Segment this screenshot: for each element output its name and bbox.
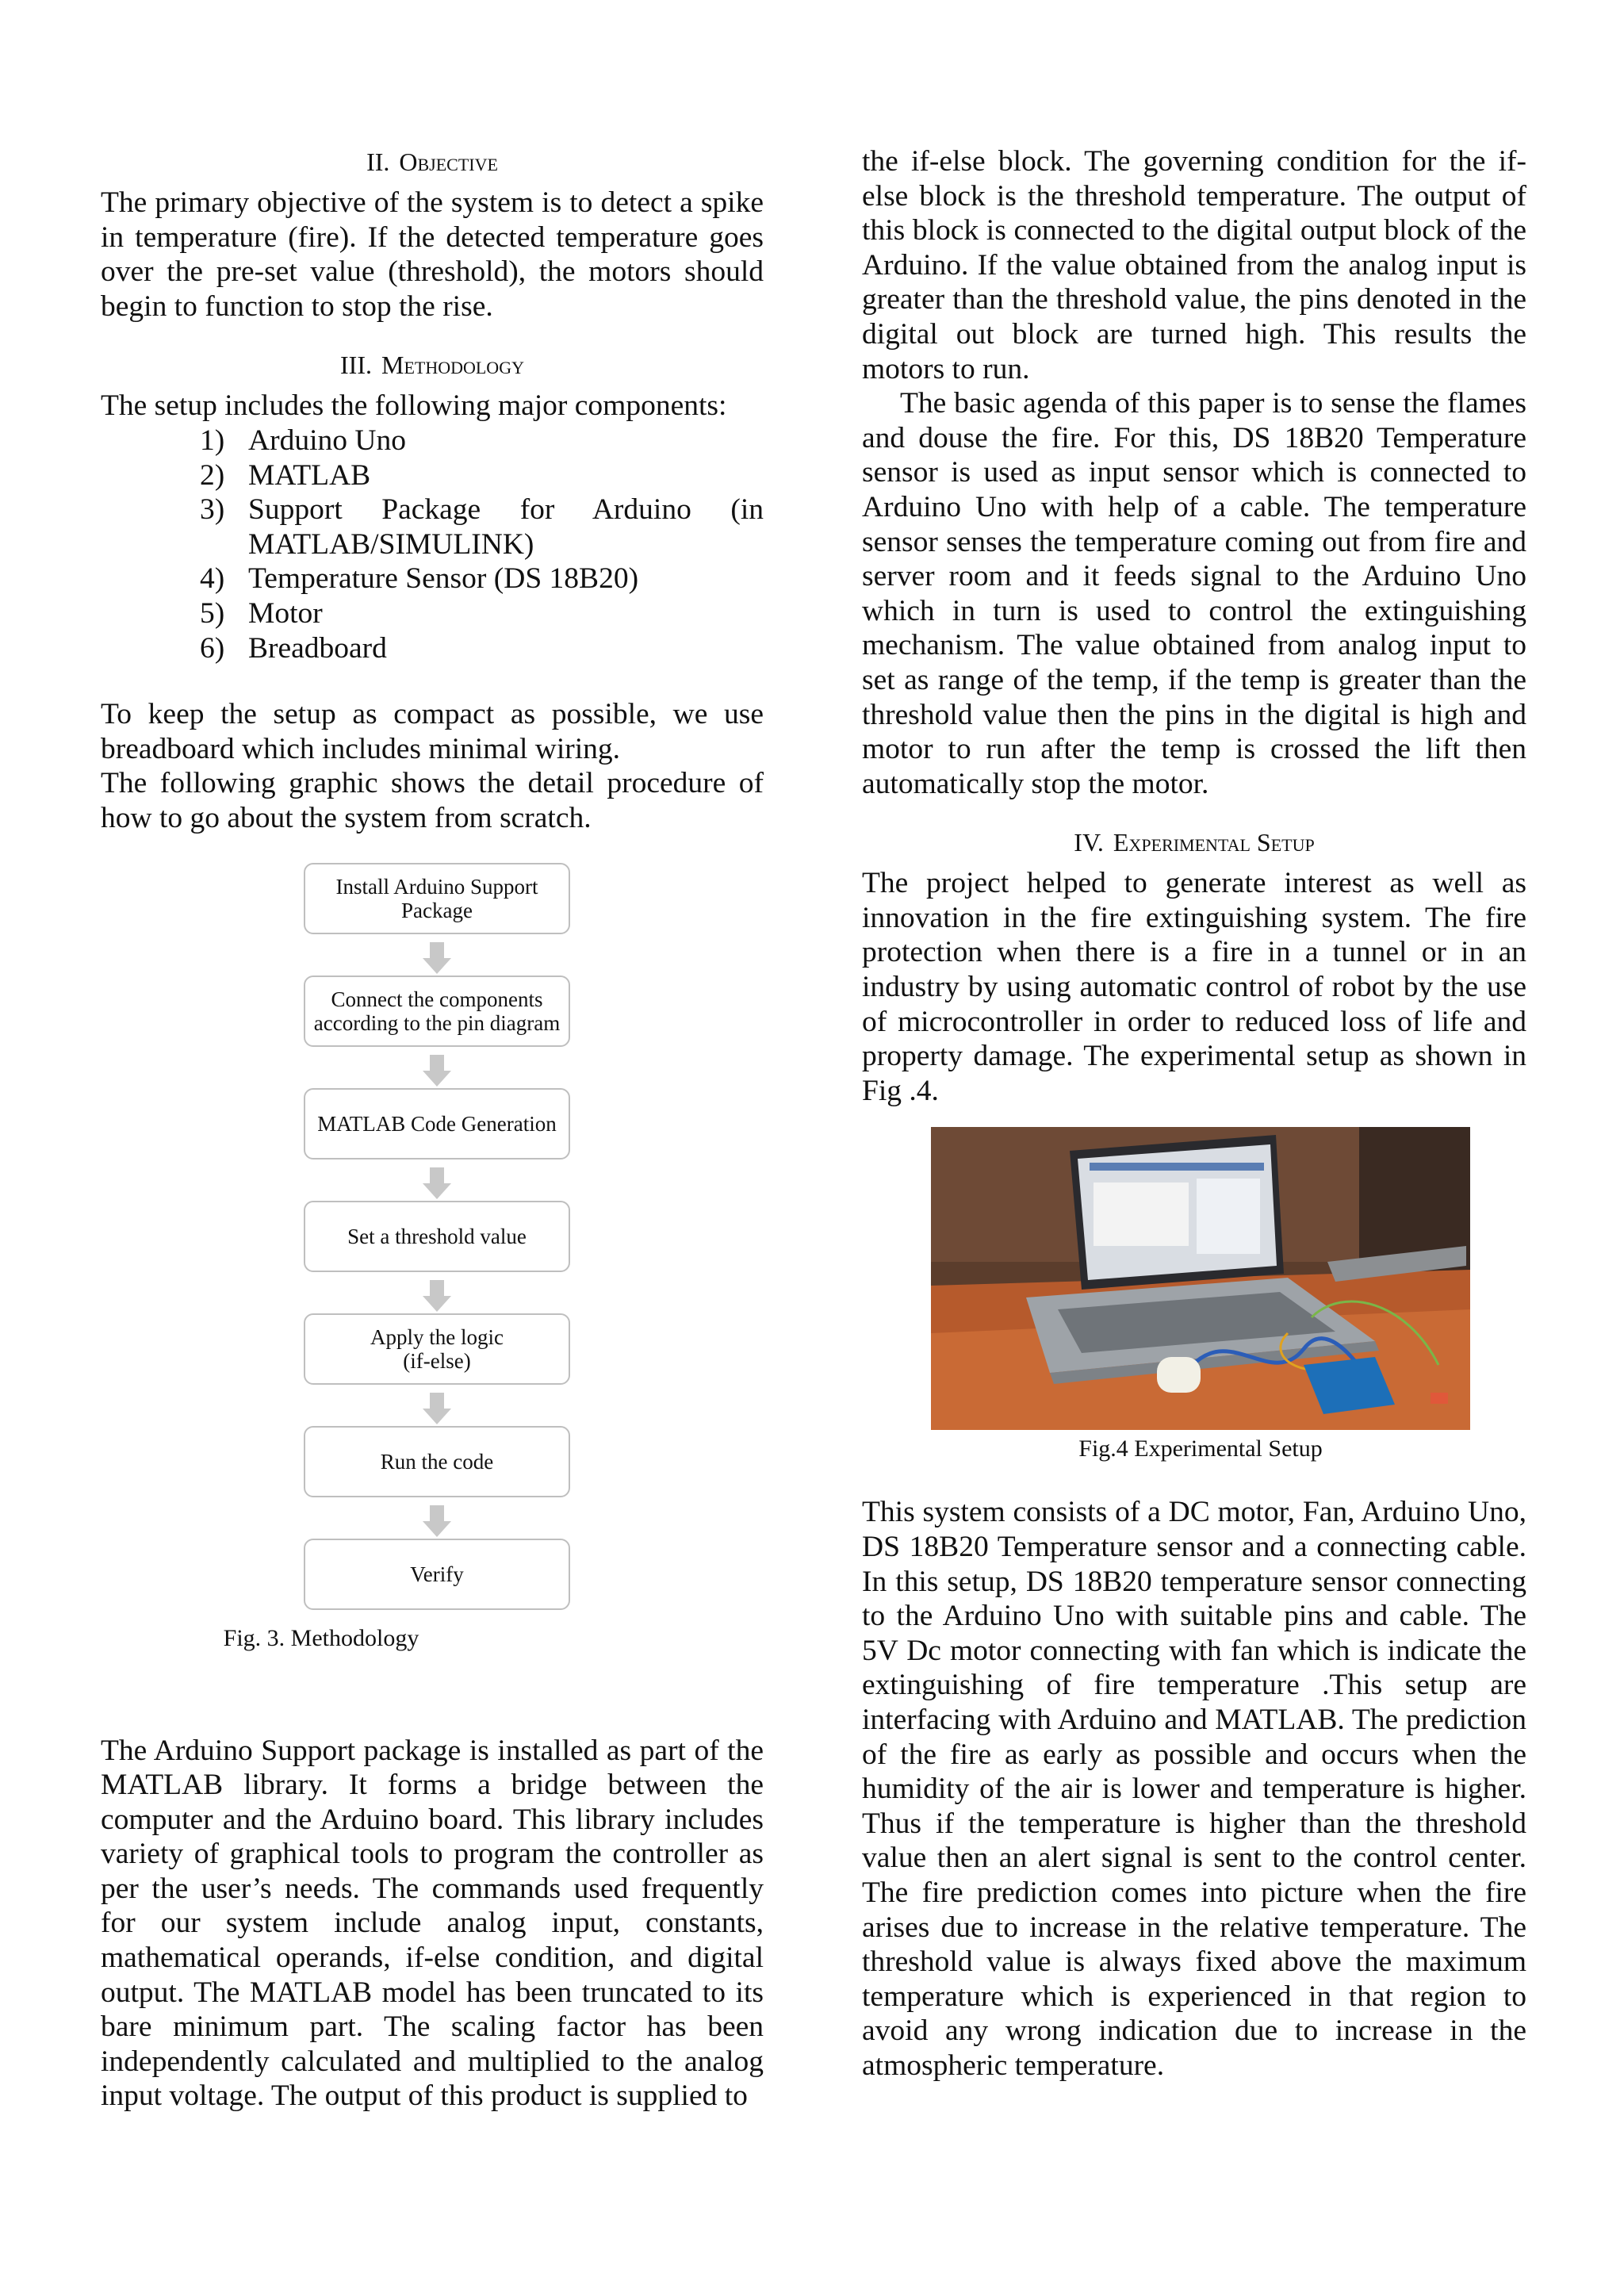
flow-step-install: Install Arduino Support Package	[304, 863, 570, 934]
down-arrow-icon	[423, 942, 451, 974]
setup-heading: IV. Experimental Setup	[1074, 828, 1315, 857]
flow-step-run: Run the code	[304, 1426, 570, 1497]
fig3-caption: Fig. 3. Methodology	[223, 1624, 419, 1651]
compact-paragraph: To keep the setup as compact as possible, we use breadboard which includes minimal wiring.	[101, 698, 764, 765]
down-arrow-icon	[423, 1167, 451, 1199]
flow-step-logic: Apply the logic (if-else)	[304, 1313, 570, 1385]
flow-step-connect: Connect the components according to the pin diagram	[304, 976, 570, 1047]
continuation-paragraph: the if-else block. The governing condition for the if-else block is the threshold temperature. The output of this block is connected to the digital output block of the Arduino. If the value obtained from the analog input is greater than the threshold value, the pins denoted in the digital out block are turned high. This results the motors to run.	[862, 145, 1526, 385]
down-arrow-icon	[423, 1280, 451, 1312]
right-column	[862, 144, 1526, 2083]
list-item: 4) Temperature Sensor (DS 18B20)	[200, 562, 639, 596]
components-list	[200, 424, 764, 665]
list-item: 5) Motor	[200, 596, 323, 630]
list-item: 1) Arduino Uno	[200, 424, 406, 457]
flow-step-codegen: MATLAB Code Generation	[304, 1088, 570, 1159]
system-paragraph: This system consists of a DC motor, Fan, Arduino Uno, DS 18B20 Temperature sensor and a connecting cable. In this setup, DS 18B20 temperature sensor connecting to the Arduino Uno with suitable pins and cable. The 5V Dc motor connecting with fan which is indicate the extinguishing of fire temperature .This setup are interfacing with Arduino and MATLAB. The prediction of the fire as early as possible and occurs when the humidity of the air is lower and temperature is higher. Thus if the temperature is higher than the threshold value then an alert signal is sent to the control center. The fire prediction comes into picture when the fire arises due to increase in the relative temperature. The threshold value is always fixed above the maximum temperature which is experienced in that region to avoid any wrong indication due to increase in the atmospheric temperature.	[862, 1496, 1526, 2082]
list-item: 3) Support Package for Arduino (in MATLAB/SIMULINK)	[200, 493, 764, 561]
down-arrow-icon	[423, 1393, 451, 1424]
laptop-setup-image	[931, 1127, 1470, 1430]
components-intro: The setup includes the following major components:	[101, 389, 727, 423]
methodology-flowchart	[101, 863, 764, 1704]
experimental-setup-photo	[931, 1127, 1470, 1430]
down-arrow-icon	[423, 1505, 451, 1537]
down-arrow-icon	[423, 1055, 451, 1087]
project-paragraph: The project helped to generate interest as well as innovation in the fire extinguishing system. The fire protection when there is a fire in a tunnel or in an industry by using automatic control of robot by the use of microcontroller in order to reduced loss of life and property damage. The experimental setup as shown in Fig .4.	[862, 867, 1526, 1107]
methodology-heading: III. Methodology	[340, 351, 524, 380]
flow-step-verify: Verify	[304, 1539, 570, 1610]
objective-heading: II. Objective	[366, 148, 498, 176]
fig4-caption: Fig.4 Experimental Setup	[1078, 1435, 1323, 1462]
agenda-paragraph: The basic agenda of this paper is to sense the flames and douse the fire. For this, DS 18B20 Temperature sensor is used as input sensor which is connected to Arduino Uno with help of a cable. The temperature sensor senses the temperature coming out from fire and server room and it feeds signal to the Arduino Uno which in turn is used to control the extinguishing mechanism. The value obtained from analog input to set as range of the temp, if the temp is greater than the threshold value then the pins in the digital is high and motor to run after the temp is crossed the lift then automatically stop the motor.	[862, 387, 1526, 800]
left-column	[101, 144, 764, 2114]
flow-step-threshold: Set a threshold value	[304, 1201, 570, 1272]
support-package-paragraph: The Arduino Support package is installed as part of the MATLAB library. It forms a bridge between the computer and the Arduino board. This library includes variety of graphical tools to program the controller as per the user’s needs. The commands used frequently for our system include analog input, constants, mathematical operands, if-else condition, and digital output. The MATLAB model has been truncated to its bare minimum part. The scaling factor has been independently calculated and multiplied to the analog input voltage. The output of this product is supplied to	[101, 1734, 764, 2113]
objective-paragraph: The primary objective of the system is to detect a spike in temperature (fire). If the detected temperature goes over the pre-set value (threshold), the motors should begin to function to stop the rise.	[101, 186, 764, 323]
graphic-paragraph: The following graphic shows the detail procedure of how to go about the system from scratch.	[101, 767, 764, 834]
list-item: 2) MATLAB	[200, 458, 371, 492]
list-item: 6) Breadboard	[200, 631, 387, 665]
